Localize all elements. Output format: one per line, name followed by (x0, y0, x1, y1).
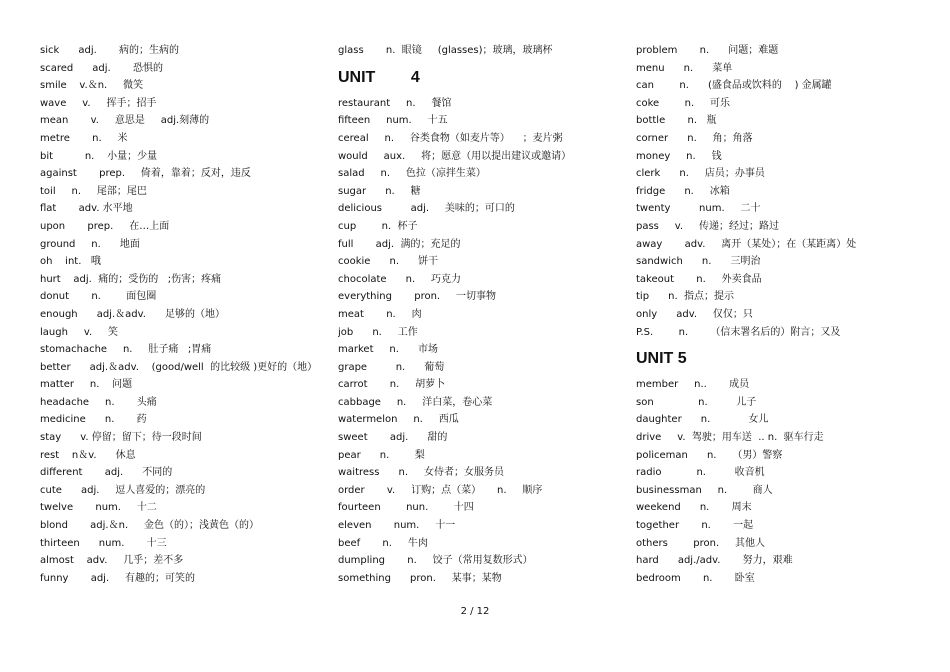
vocab-entry: ground n. 地面 (40, 238, 140, 250)
vocab-entry: cute adj. 逗人喜爱的；漂亮的 (40, 484, 206, 496)
vocab-entry: meat n. 肉 (338, 308, 422, 320)
vocab-entry: job n. 工作 (338, 326, 418, 338)
vocab-entry: mean v. 意思是 adj.刻薄的 (40, 115, 210, 127)
vocab-entry: cup n. 杯子 (338, 220, 418, 232)
vocab-entry: watermelon n. 西瓜 (338, 414, 459, 426)
vocab-entry: grape n. 葡萄 (338, 361, 445, 373)
vocab-entry: sandwich n. 三明治 (636, 256, 761, 268)
unit-heading: UNIT 4 (338, 68, 420, 86)
vocab-entry: toil n. 尾部；尾巴 (40, 185, 147, 197)
vocab-entry: against prep. 倚着，靠着；反对，违反 (40, 168, 251, 180)
vocab-entry: only adv. 仅仅；只 (636, 308, 753, 320)
vocab-entry: tip n. 指点；提示 (636, 291, 734, 303)
vocab-entry: hard adj./adv. 努力，艰难 (636, 555, 793, 567)
vocab-entry: stomachache n. 肚子痛 ;胃痛 (40, 344, 212, 356)
vocab-entry: beef n. 牛肉 (338, 537, 428, 549)
vocab-entry: drive v. 驾驶；用车送 .. n. 驱车行走 (636, 432, 824, 444)
vocab-entry: flat adv. 水平地 (40, 203, 133, 215)
vocab-entry: carrot n. 胡萝卜 (338, 379, 446, 391)
vocab-entry: pass v. 传递；经过；路过 (636, 220, 780, 232)
vocab-entry: delicious adj. 美味的；可口的 (338, 203, 515, 215)
vocab-entry: different adj. 不同的 (40, 467, 173, 479)
vocab-entry: something pron. 某事；某物 (338, 572, 502, 584)
vocab-entry: salad n. 色拉（凉拌生菜） (338, 168, 486, 180)
vocab-entry: headache n. 头痛 (40, 396, 157, 408)
vocab-entry: full adj. 满的；充足的 (338, 238, 461, 250)
vocab-entry: radio n. 收音机 (636, 467, 765, 479)
vocab-entry: sugar n. 糖 (338, 185, 421, 197)
vocab-entry: policeman n. （男）警察 (636, 449, 783, 461)
vocab-entry: donut n. 面包圈 (40, 291, 157, 303)
vocab-entry: restaurant n. 餐馆 (338, 97, 452, 109)
column-1 (40, 42, 320, 587)
vocab-entry: fifteen num. 十五 (338, 115, 448, 127)
vocab-entry: away adv. 离开（某处）；在（某距离）处 (636, 238, 857, 250)
vocab-entry: cabbage n. 洋白菜，卷心菜 (338, 396, 493, 408)
vocab-entry: fourteen nun. 十四 (338, 502, 474, 514)
vocab-entry: P.S. n. （信末署名后的）附言；又及 (636, 326, 841, 338)
vocab-entry: laugh v. 笑 (40, 326, 119, 338)
vocab-entry: matter n. 问题 (40, 379, 133, 391)
vocab-entry: smile v.＆n. 微笑 (40, 80, 144, 92)
vocab-entry: almost adv. 几乎；差不多 (40, 555, 184, 567)
vocab-entry: dumpling n. 饺子（常用复数形式） (338, 555, 533, 567)
vocab-entry: metre n. 米 (40, 132, 128, 144)
vocab-entry: weekend n. 周末 (636, 502, 752, 514)
vocab-entry: takeout n. 外卖食品 (636, 273, 762, 285)
vocab-entry: eleven num. 十一 (338, 520, 456, 532)
unit-heading: UNIT 5 (636, 350, 687, 368)
vocab-entry: coke n. 可乐 (636, 97, 731, 109)
vocab-entry: glass n. 眼镜 (glasses)；玻璃，玻璃杯 (338, 45, 553, 56)
vocab-entry: cookie n. 饼干 (338, 256, 439, 268)
vocab-entry: money n. 钱 (636, 150, 722, 162)
vocab-entry: chocolate n. 巧克力 (338, 273, 462, 285)
vocab-entry: waitress n. 女侍者；女服务员 (338, 467, 504, 479)
vocab-entry: everything pron. 一切事物 (338, 291, 496, 303)
vocab-entry: oh int. 哦 (40, 256, 101, 268)
vocab-entry: sick adj. 病的；生病的 (40, 45, 180, 56)
vocab-entry: bit n. 小量；少量 (40, 150, 158, 162)
vocab-entry: others pron. 其他人 (636, 537, 766, 549)
vocab-entry: scared adj. 恐惧的 (40, 62, 163, 74)
vocab-entry: clerk n. 店员；办事员 (636, 168, 765, 180)
vocab-entry: medicine n. 药 (40, 414, 147, 426)
column-3 (636, 42, 926, 587)
vocab-entry: hurt adj. 痛的；受伤的 ;伤害；疼痛 (40, 273, 222, 285)
vocab-entry: twelve num. 十二 (40, 502, 157, 514)
vocab-entry: businessman n. 商人 (636, 484, 773, 496)
vocab-entry: stay v. 停留；留下；待一段时间 (40, 432, 202, 444)
vocab-entry: problem n. 问题；难题 (636, 45, 779, 56)
vocab-entry: corner n. 角；角落 (636, 132, 753, 144)
vocab-entry: pear n. 梨 (338, 449, 425, 461)
vocab-entry: bedroom n. 卧室 (636, 572, 755, 584)
vocab-entry: menu n. 菜单 (636, 62, 733, 74)
vocab-entry: funny adj. 有趣的；可笑的 (40, 572, 196, 584)
page-number: 2 / 12 (460, 606, 490, 617)
vocab-entry: blond adj.＆n. 金色（的）；浅黄色（的） (40, 520, 260, 532)
vocab-entry: daughter n. 女儿 (636, 414, 769, 426)
vocab-entry: thirteen num. 十三 (40, 537, 167, 549)
vocab-entry: member n.. 成员 (636, 379, 750, 391)
vocab-entry: son n. 儿子 (636, 396, 757, 408)
column-2 (338, 42, 618, 587)
vocab-entry: fridge n. 冰箱 (636, 185, 730, 197)
vocab-entry: enough adj.＆adv. 足够的（地） (40, 308, 226, 320)
vocab-entry: wave v. 挥手；招手 (40, 97, 157, 109)
vocab-entry: cereal n. 谷类食物（如麦片等） ；麦片粥 (338, 132, 563, 144)
vocab-entry: twenty num. 二十 (636, 203, 761, 215)
vocab-entry: would aux. 将；愿意（用以提出建议或邀请） (338, 150, 572, 162)
vocab-entry: bottle n. 瓶 (636, 115, 717, 127)
vocab-entry: better adj.＆adv. (good/well 的比较级 )更好的（地） (40, 361, 318, 373)
vocab-entry: order v. 订购；点（菜） n. 顺序 (338, 484, 543, 496)
vocab-entry: market n. 市场 (338, 344, 438, 356)
vocab-entry: sweet adj. 甜的 (338, 432, 448, 444)
vocab-entry: rest n＆v. 休息 (40, 449, 136, 461)
vocab-entry: together n. 一起 (636, 520, 754, 532)
vocab-entry: upon prep. 在…上面 (40, 220, 170, 232)
vocab-entry: can n. (盛食品或饮料的 ) 金属罐 (636, 80, 832, 92)
